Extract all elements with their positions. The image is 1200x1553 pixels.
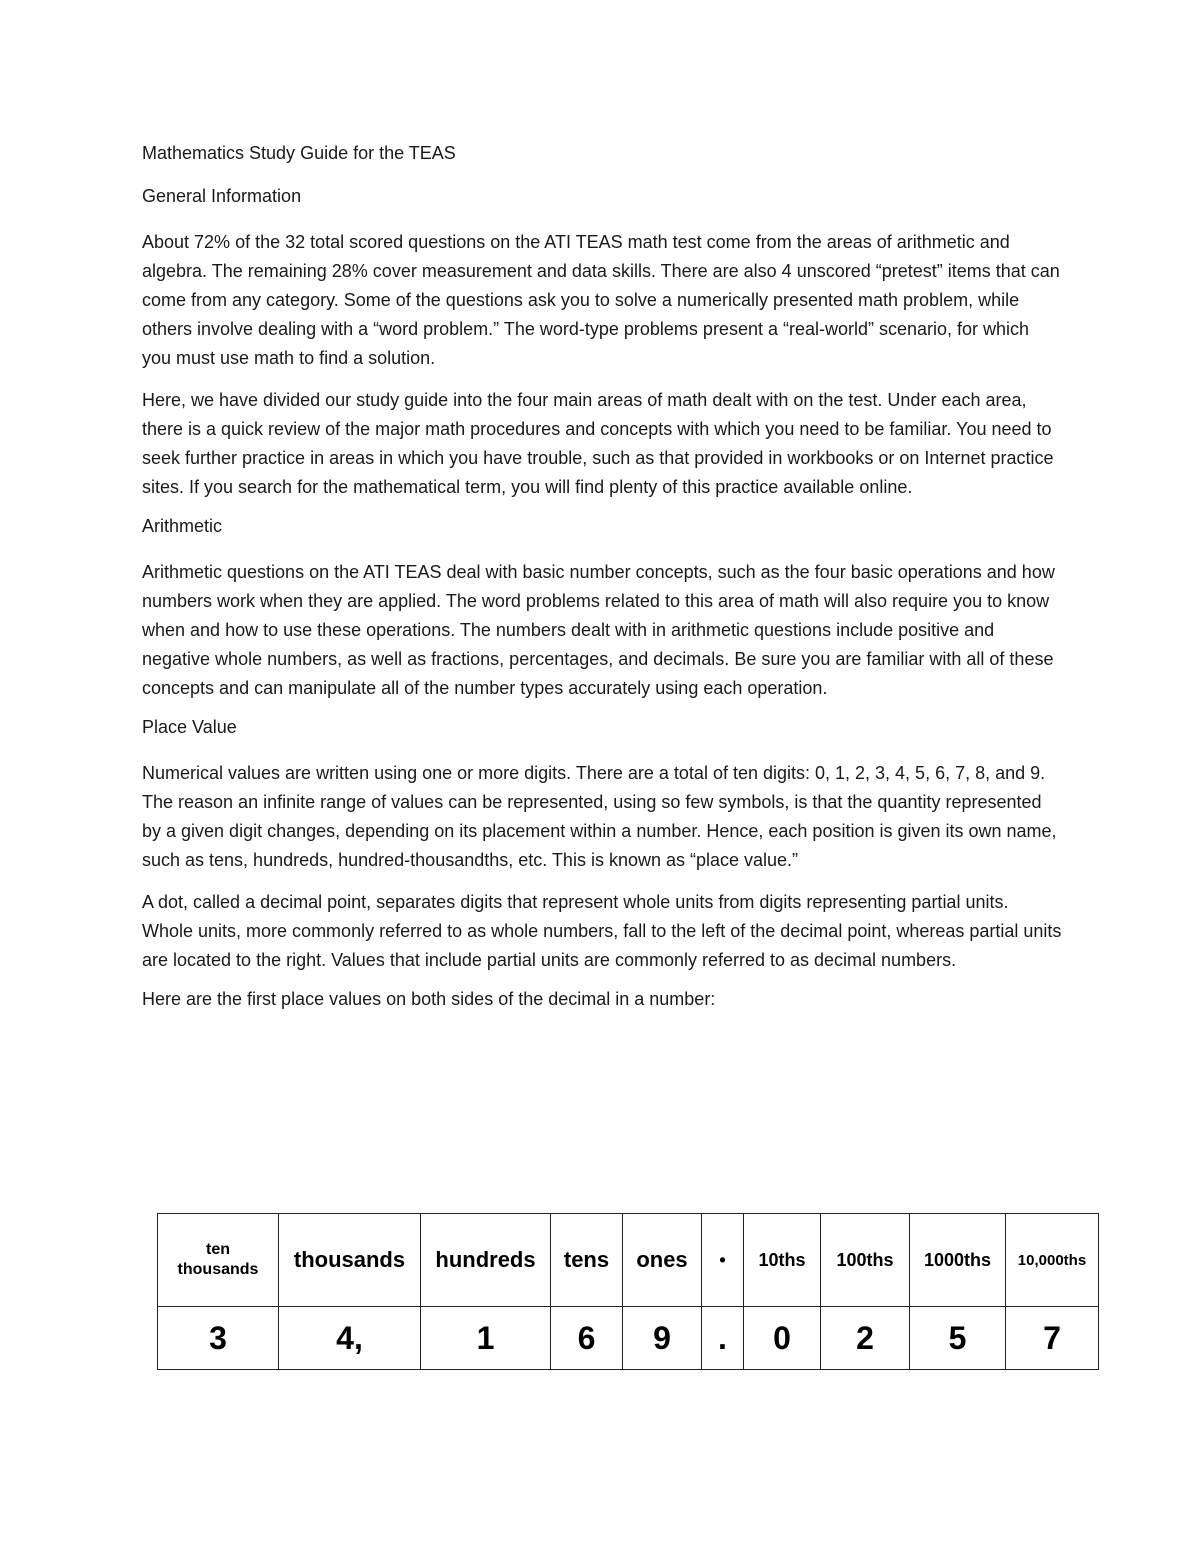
header-thousands: thousands: [279, 1214, 421, 1307]
digit-ones: 9: [623, 1307, 702, 1370]
header-ones: ones: [623, 1214, 702, 1307]
arithmetic-paragraph: Arithmetic questions on the ATI TEAS deal with basic number concepts, such as the four basic operations and how numbers work when they are applied. The word problems related to this area of math will also require you to know when and how to use these operations. The numbers dealt with in arithmetic questions include positive and negative whole numbers, as well as fractions, percentages, and decimals. Be sure you are familiar with all of these concepts and can manipulate all of the number types accurately using each operation.: [142, 562, 1055, 698]
digit-hundreds: 1: [421, 1307, 551, 1370]
digit-thousands: 4,: [279, 1307, 421, 1370]
section-heading-place-value: Place Value: [142, 717, 237, 737]
place-value-table: [157, 1213, 1099, 1370]
header-100ths: 100ths: [821, 1214, 910, 1307]
general-paragraph-2: Here, we have divided our study guide into the four main areas of math dealt with on the test. Under each area, there is a quick review of the major math procedures and concepts with which you need to be familiar. You need to seek further practice in areas in which you have trouble, such as that provided in workbooks or on Internet practice sites. If you search for the mathematical term, you will find plenty of this practice available online.: [142, 390, 1054, 497]
header-ten-thousands: ten thousands: [158, 1214, 279, 1307]
place-value-paragraph-2: A dot, called a decimal point, separates digits that represent whole units from digits representing partial units. Whole units, more commonly referred to as whole numbers, fall to the left of the decimal point, whereas partial units are located to the right. Values that include partial units are commonly referred to as decimal numbers.: [142, 892, 1062, 970]
document-page: [142, 142, 1062, 1031]
header-decimal-point: •: [702, 1214, 744, 1307]
digit-100ths: 2: [821, 1307, 910, 1370]
document-title: Mathematics Study Guide for the TEAS: [142, 143, 456, 163]
digit-decimal-point: .: [702, 1307, 744, 1370]
digit-10ths: 0: [744, 1307, 821, 1370]
place-value-paragraph-1: Numerical values are written using one or more digits. There are a total of ten digits: 0, 1, 2, 3, 4, 5, 6, 7, 8, and 9. The reason an infinite range of values can be represented, using so few symbols, is that the quantity represented by a given digit changes, depending on its placement within a number. Hence, each position is given its own name, such as tens, hundreds, hundred-thousandths, etc. This is known as “place value.”: [142, 763, 1057, 870]
section-heading-arithmetic: Arithmetic: [142, 516, 223, 536]
header-1000ths: 1000ths: [910, 1214, 1006, 1307]
header-10ths: 10ths: [744, 1214, 821, 1307]
general-paragraph-1: About 72% of the 32 total scored questions on the ATI TEAS math test come from the areas of arithmetic and algebra. The remaining 28% cover measurement and data skills. There are also 4 unscored “pretest” items that can come from any category. Some of the questions ask you to solve a numerically presented math problem, while others involve dealing with a “word problem.” The word-type problems present a “real-world” scenario, for which you must use math to find a solution.: [142, 232, 1060, 368]
place-value-header-row: [158, 1214, 1099, 1307]
digit-tens: 6: [551, 1307, 623, 1370]
digit-10000ths: 7: [1006, 1307, 1099, 1370]
digit-1000ths: 5: [910, 1307, 1006, 1370]
place-value-digit-row: [158, 1307, 1099, 1370]
digit-ten-thousands: 3: [158, 1307, 279, 1370]
header-10000ths: 10,000ths: [1006, 1214, 1099, 1307]
header-tens: tens: [551, 1214, 623, 1307]
header-hundreds: hundreds: [421, 1214, 551, 1307]
table-intro: Here are the first place values on both sides of the decimal in a number:: [142, 989, 716, 1009]
section-heading-general: General Information: [142, 186, 302, 206]
